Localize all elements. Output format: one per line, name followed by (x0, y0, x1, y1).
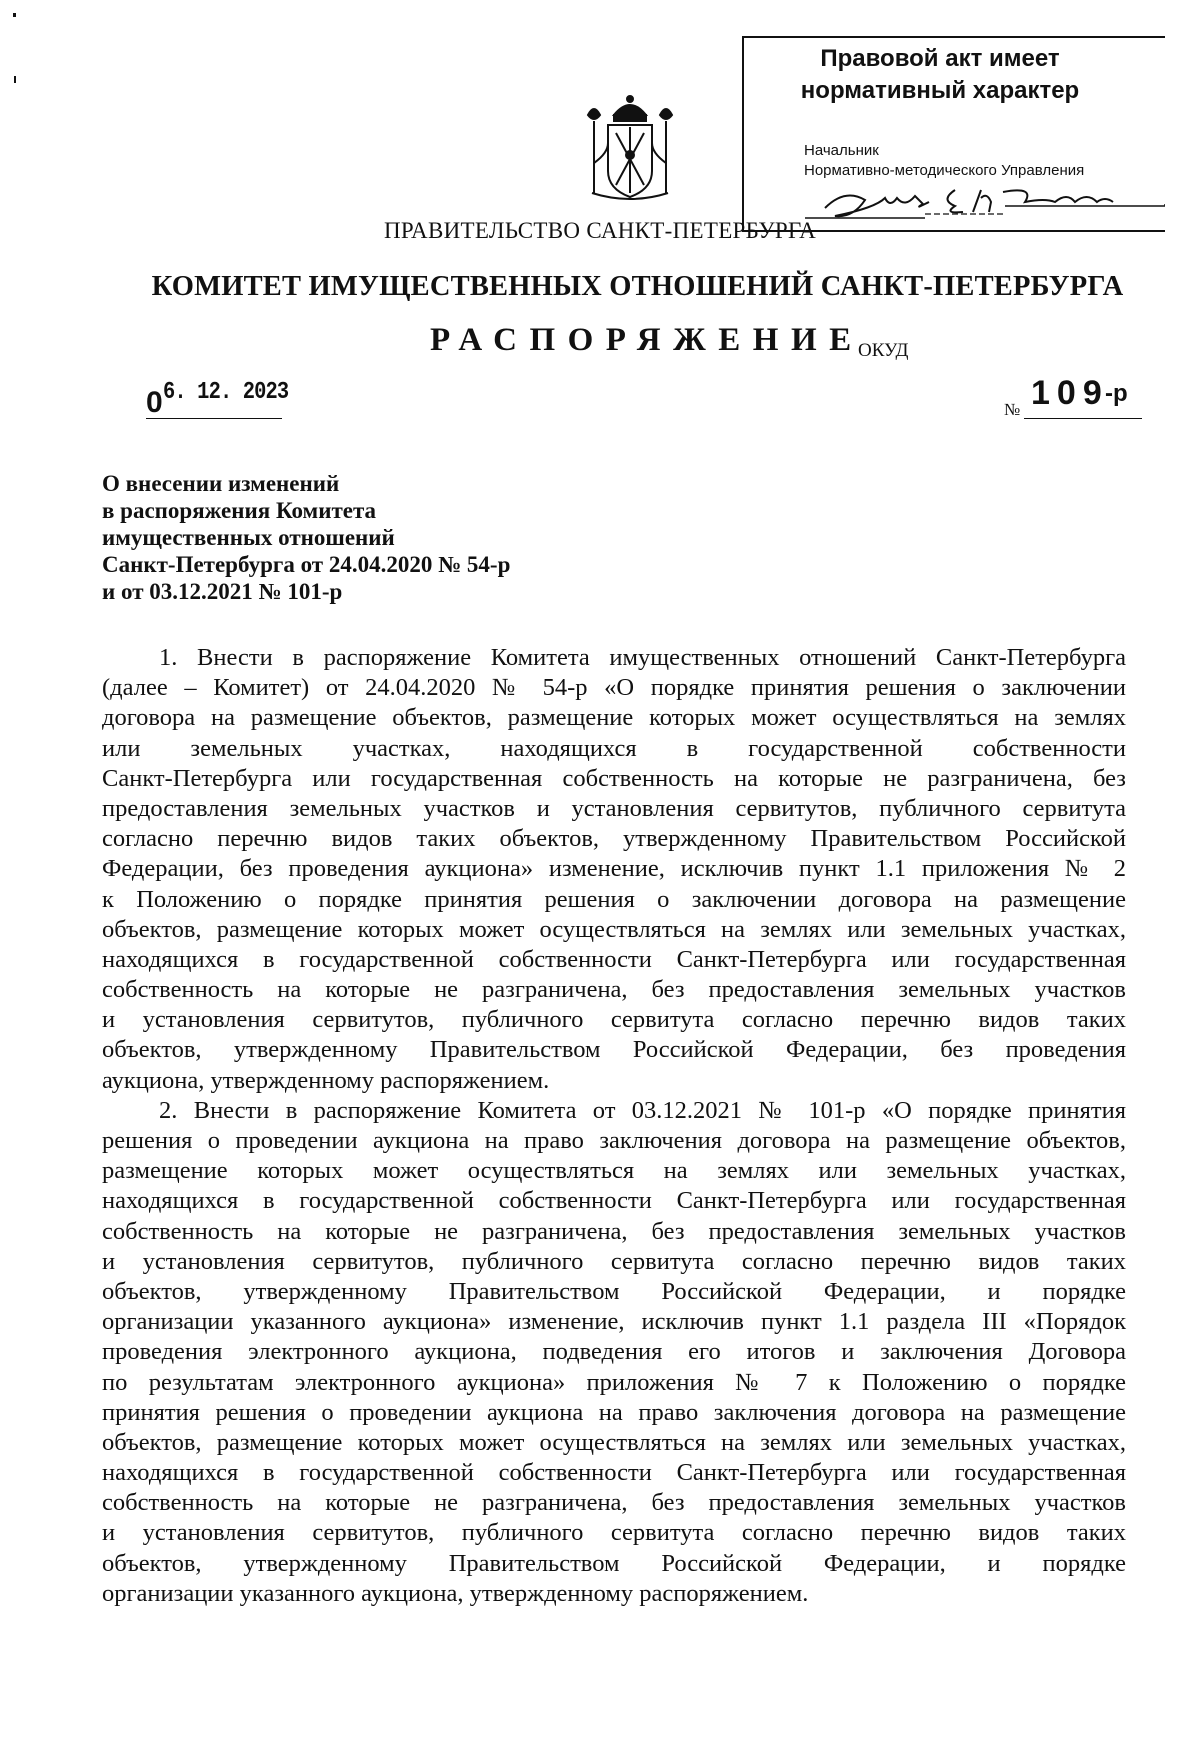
body-paragraph2-line: и установления сервитутов, публичного сервитута согласно перечню видов таких (102, 1247, 1126, 1275)
body-paragraph1-line: предоставления земельных участков и установления сервитутов, публичного сервитута (102, 794, 1126, 822)
body-paragraph2-line: организации указанного аукциона» изменение, исключив пункт 1.1 раздела III «Порядок (102, 1308, 1126, 1336)
body-paragraph1-line: Федерации, без проведения аукциона» изменение, исключив пункт 1.1 приложения № 2 (102, 855, 1126, 883)
subject-line: О внесении изменений (102, 471, 340, 496)
number-label: № (1004, 400, 1021, 419)
order-number-suffix: -р (1105, 380, 1128, 407)
body-paragraph1-line: объектов, размещение которых может осуществляться на землях или земельных участках, (102, 915, 1126, 943)
body-paragraph2-line: организации указанного аукциона, утвержденному распоряжением. (102, 1579, 809, 1607)
okud-label: ОКУД (858, 340, 909, 361)
stamp-title (790, 43, 1090, 107)
government-title: ПРАВИТЕЛЬСТВО САНКТ-ПЕТЕРБУРГА (383, 218, 817, 243)
order-body (102, 643, 1126, 1609)
order-date: 6. 12. 2023 (163, 379, 289, 406)
body-paragraph1-line: собственность на которые не разграничена, без предоставления земельных участков (102, 976, 1126, 1004)
committee-title: КОМИТЕТ ИМУЩЕСТВЕННЫХ ОТНОШЕНИЙ САНКТ-ПЕТЕРБУРГА (151, 271, 1124, 302)
body-paragraph2-line: собственность на которые не разграничена, без предоставления земельных участков (102, 1217, 1126, 1245)
body-paragraph2-line: принятия решения о проведении аукциона на право заключения договора на размещение (102, 1398, 1126, 1426)
body-paragraph2-line: по результатам электронного аукциона» приложения № 7 к Положению о порядке (102, 1368, 1126, 1396)
body-paragraph2-line: собственность на которые не разграничена, без предоставления земельных участков (102, 1489, 1126, 1517)
body-paragraph2-line: объектов, утвержденному Правительством Российской Федерации, и порядке (102, 1277, 1126, 1305)
scan-speck (13, 13, 16, 17)
stamp-title-line: Правовой акт имеет (820, 45, 1060, 72)
body-paragraph2-line: объектов, утвержденному Правительством Российской Федерации, и порядке (102, 1549, 1126, 1577)
body-paragraph1-line: аукциона, утвержденному распоряжением. (102, 1066, 550, 1094)
body-paragraph1-line: к Положению о порядке принятия решения о заключении договора на размещение (102, 885, 1126, 913)
stamp-position-line: Начальник (804, 142, 879, 159)
stamp-position (804, 141, 1084, 181)
body-paragraph2-line: 2. Внести в распоряжение Комитета от 03.12.2021 № 101-р «О порядке принятия (159, 1096, 1126, 1124)
body-paragraph1-line: 1. Внести в распоряжение Комитета имущественных отношений Санкт-Петербурга (159, 644, 1126, 671)
body-paragraph1-line: объектов, утвержденному Правительством Российской Федерации, без проведения (102, 1036, 1126, 1064)
body-paragraph2-line: решения о проведении аукциона на право заключения договора на размещение объектов, (102, 1127, 1126, 1154)
body-paragraph2-line: находящихся в государственной собственности Санкт-Петербурга или государственная (102, 1187, 1126, 1215)
body-paragraph1-line: или земельных участках, находящихся в государственной собственности (102, 734, 1126, 762)
document-type-title: РАСПОРЯЖЕНИЕ (430, 322, 864, 358)
coat-of-arms-emblem (584, 93, 676, 205)
subject-line: в распоряжения Комитета (102, 498, 377, 523)
body-paragraph2-line: и установления сервитутов, публичного сервитута согласно перечню видов таких (102, 1519, 1126, 1547)
body-paragraph1-line: договора на размещение объектов, размещение которых может осуществляться на землях (102, 704, 1126, 732)
body-paragraph2-line: находящихся в государственной собственности Санкт-Петербурга или государственная (102, 1459, 1126, 1487)
body-paragraph2-line: проведения электронного аукциона, подведения его итогов и заключения Договора (102, 1338, 1126, 1366)
order-subject (102, 470, 510, 605)
body-paragraph2-line: размещение которых может осуществляться на землях или земельных участках, (102, 1157, 1126, 1185)
body-paragraph1-line: согласно перечню видов таких объектов, утвержденному Правительством Российской (102, 825, 1126, 853)
body-paragraph1-line: находящихся в государственной собственности Санкт-Петербурга или государственная (102, 945, 1126, 973)
subject-line: Санкт-Петербурга от 24.04.2020 № 54-р (102, 552, 511, 577)
subject-line: имущественных отношений (102, 525, 395, 550)
scan-speck (14, 76, 16, 83)
body-paragraph1-line: и установления сервитутов, публичного сервитута согласно перечню видов таких (102, 1006, 1126, 1034)
subject-line: и от 03.12.2021 № 101-р (102, 579, 343, 604)
stamp-position-line: Нормативно-методического Управления (804, 162, 1085, 179)
date-prefix: 0 (146, 386, 163, 419)
body-paragraph1-line: Санкт-Петербурга или государственная собственность на которые не разграничена, без (102, 764, 1126, 792)
body-paragraph1-line: (далее – Комитет) от 24.04.2020 № 54-р «О порядке принятия решения о заключении (102, 674, 1126, 702)
order-number: 109 (1031, 374, 1109, 412)
body-paragraph2-line: объектов, размещение которых может осуществляться на землях или земельных участках, (102, 1428, 1126, 1456)
stamp-title-line: нормативный характер (800, 77, 1080, 104)
